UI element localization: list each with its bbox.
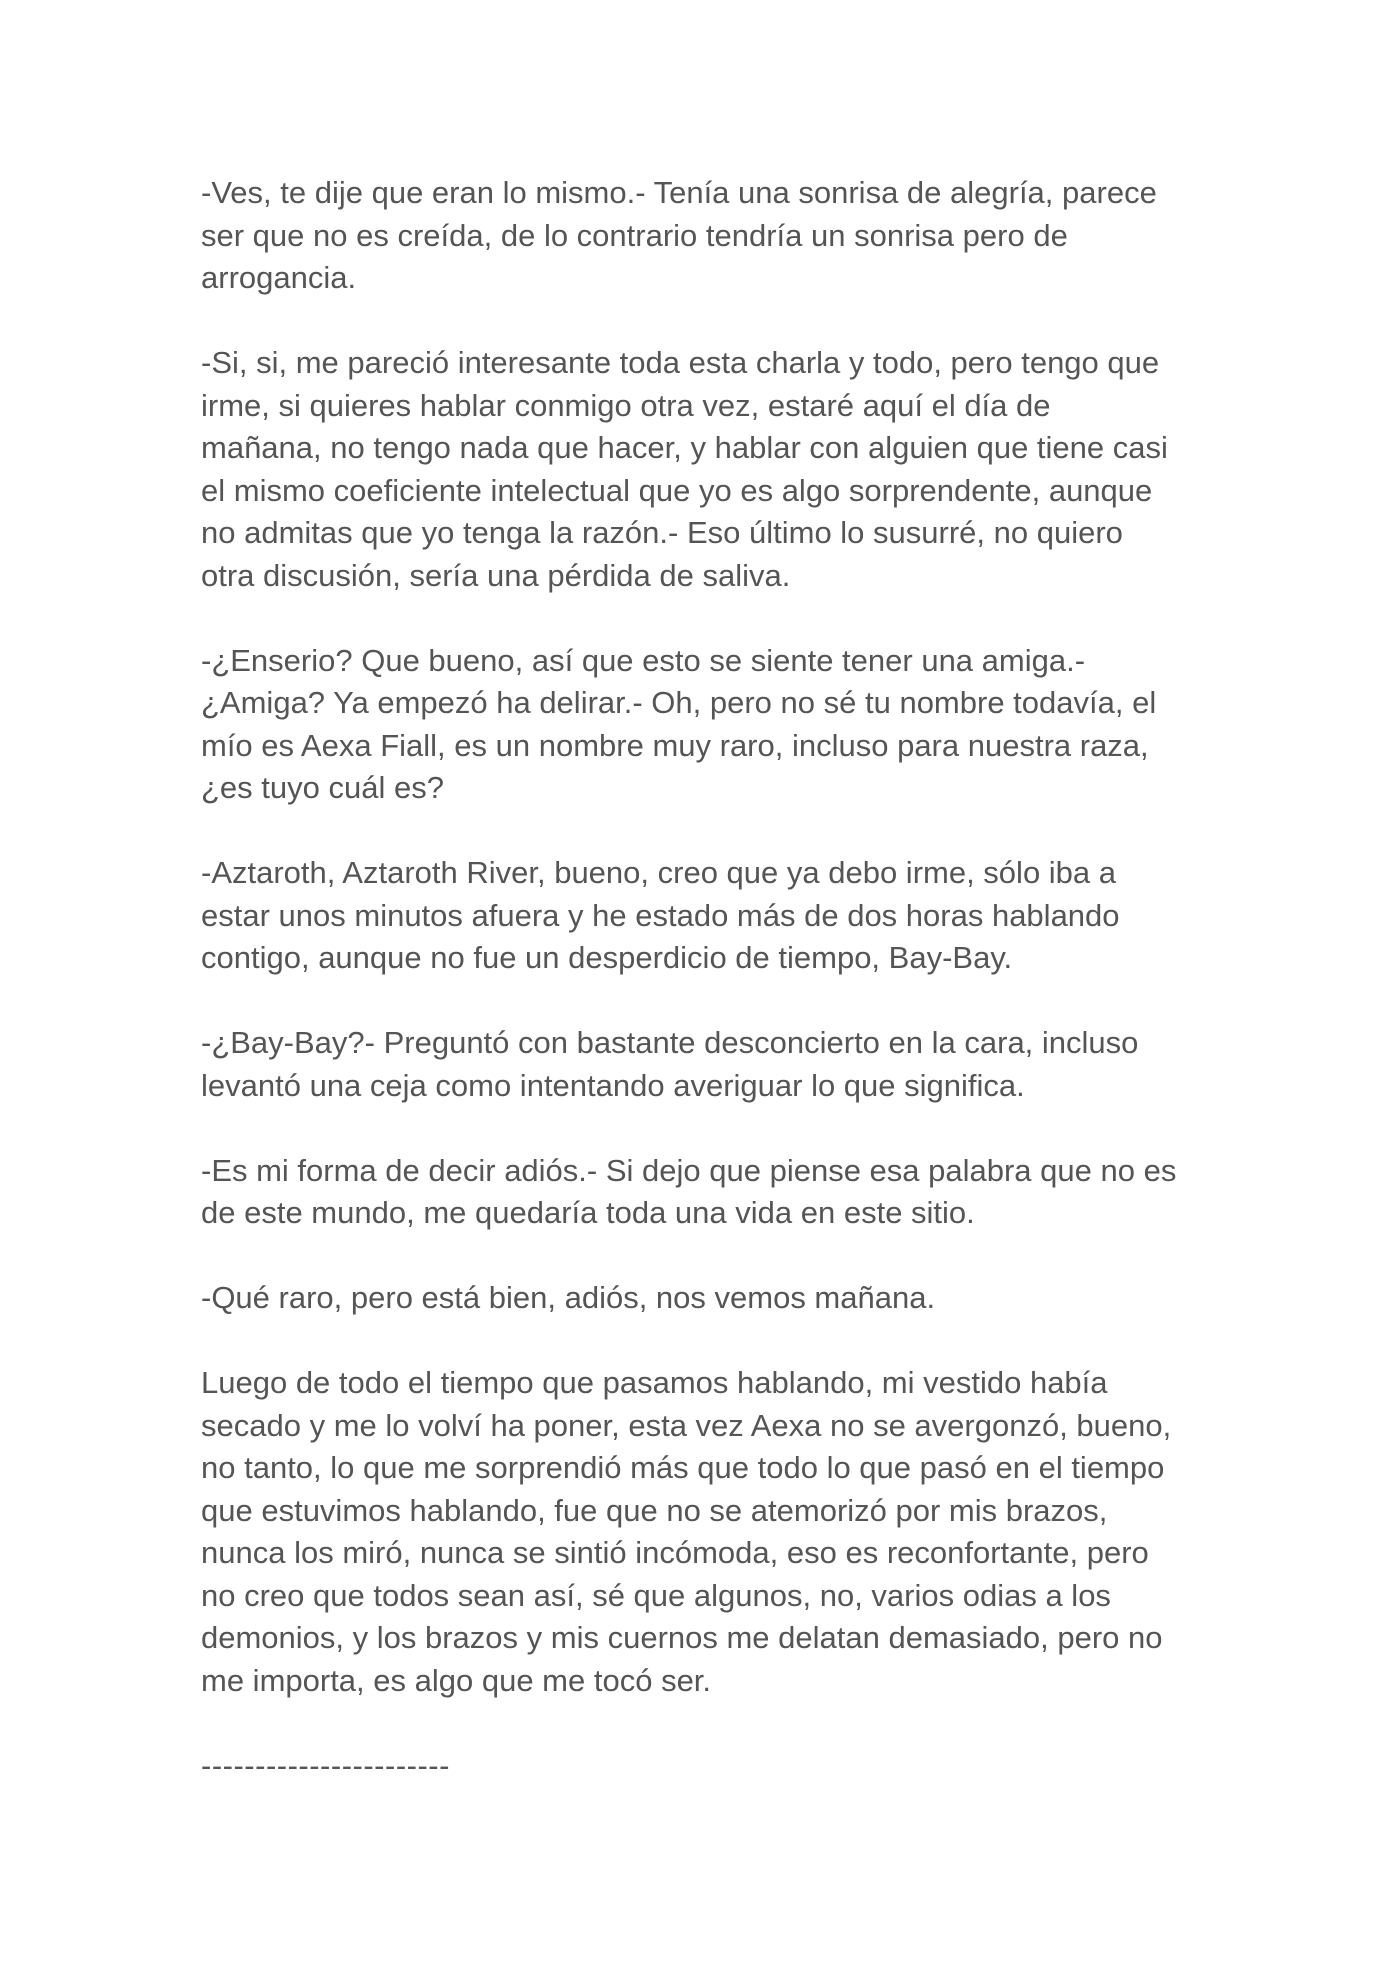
paragraph [201, 640, 1211, 810]
text-line: ¿es tuyo cuál es? [201, 770, 444, 805]
text-line: -¿Bay-Bay?- Preguntó con bastante desconcierto en la cara, incluso [201, 1025, 1139, 1060]
text-line: ser que no es creída, de lo contrario tendría un sonrisa pero de [201, 217, 1068, 253]
text-line: estar unos minutos afuera y he estado más de dos horas hablando [201, 897, 1120, 933]
document-body [201, 172, 1211, 1787]
section-divider: ----------------------- [201, 1747, 450, 1783]
text-line: levantó una ceja como intentando averiguar lo que significa. [201, 1067, 1025, 1103]
text-line: -Qué raro, pero está bien, adiós, nos vemos mañana. [201, 1280, 936, 1315]
text-line: contigo, aunque no fue un desperdicio de tiempo, Bay-Bay. [201, 940, 1013, 975]
text-line: nunca los miró, nunca se sintió incómoda, eso es reconfortante, pero [201, 1535, 1149, 1570]
text-line: -Aztaroth, Aztaroth River, bueno, creo que ya debo irme, sólo iba a [201, 855, 1117, 890]
text-line: -Si, si, me pareció interesante toda esta charla y todo, pero tengo que [201, 345, 1160, 380]
text-line: que estuvimos hablando, fue que no se atemorizó por mis brazos, [201, 1492, 1108, 1528]
text-line: no tanto, lo que me sorprendió más que todo lo que pasó en el tiempo [201, 1450, 1165, 1485]
text-line: el mismo coeficiente intelectual que yo es algo sorprendente, aunque [201, 472, 1153, 508]
text-line: secado y me lo volví ha poner, esta vez Aexa no se avergonzó, bueno, [201, 1407, 1172, 1443]
text-line: arrogancia. [201, 260, 357, 295]
paragraph [201, 1277, 1211, 1320]
text-line: mañana, no tengo nada que hacer, y hablar con alguien que tiene casi [201, 430, 1168, 465]
text-line: ¿Amiga? Ya empezó ha delirar.- Oh, pero no sé tu nombre todavía, el [201, 685, 1157, 720]
paragraph [201, 172, 1211, 300]
text-line: irme, si quieres hablar conmigo otra vez, estaré aquí el día de [201, 387, 1051, 423]
paragraph [201, 1150, 1211, 1235]
paragraph [201, 852, 1211, 980]
text-line: no admitas que yo tenga la razón.- Eso último lo susurré, no quiero [201, 515, 1123, 550]
text-line: de este mundo, me quedaría toda una vida en este sitio. [201, 1195, 975, 1230]
paragraph [201, 1362, 1211, 1702]
paragraph [201, 1022, 1211, 1107]
paragraph [201, 342, 1211, 597]
text-line: -¿Enserio? Que bueno, así que esto se siente tener una amiga.- [201, 642, 1086, 678]
text-line: demonios, y los brazos y mis cuernos me delatan demasiado, pero no [201, 1620, 1163, 1655]
text-line: -Ves, te dije que eran lo mismo.- Tenía una sonrisa de alegría, parece [201, 175, 1157, 210]
text-line: me importa, es algo que me tocó ser. [201, 1662, 712, 1698]
text-line: mío es Aexa Fiall, es un nombre muy raro, incluso para nuestra raza, [201, 727, 1149, 763]
text-line: -Es mi forma de decir adiós.- Si dejo que piense esa palabra que no es [201, 1152, 1177, 1188]
text-line: otra discusión, sería una pérdida de saliva. [201, 557, 791, 593]
text-line: Luego de todo el tiempo que pasamos hablando, mi vestido había [201, 1365, 1108, 1400]
text-line: no creo que todos sean así, sé que algunos, no, varios odias a los [201, 1577, 1111, 1613]
